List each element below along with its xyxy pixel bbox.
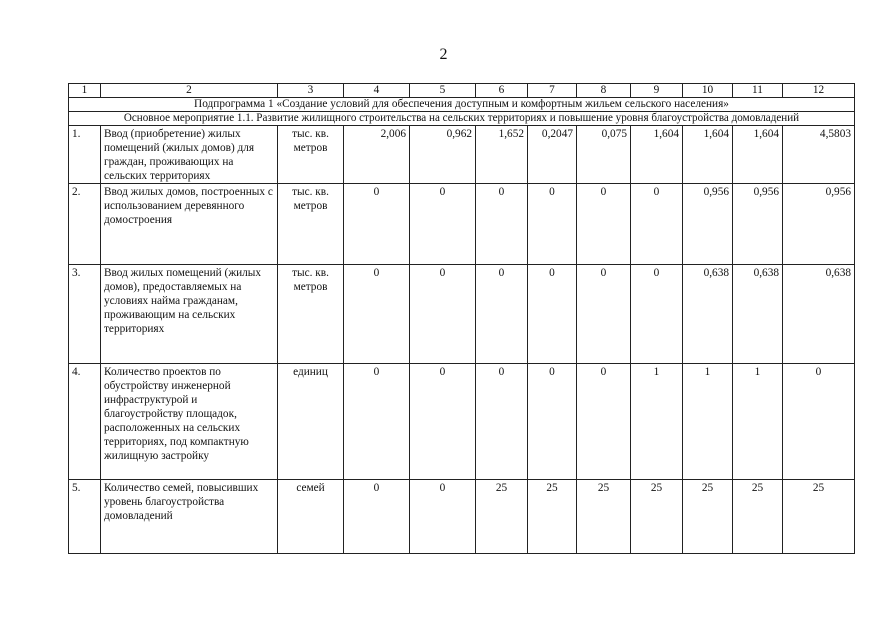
column-number-header: 3 [278, 84, 344, 98]
column-number-header: 1 [69, 84, 101, 98]
value-cell: 1 [733, 364, 783, 480]
table-row [69, 126, 855, 184]
value-cell: 0 [410, 184, 476, 265]
unit-cell: единиц [278, 364, 344, 480]
column-number-header: 2 [101, 84, 278, 98]
indicators-table [68, 83, 855, 554]
unit-cell: тыс. кв. метров [278, 265, 344, 364]
main-activity-title: Основное мероприятие 1.1. Развитие жилищного строительства на сельских территориях и повышение уровня благоустройства домовладений [69, 112, 855, 126]
value-cell: 0 [631, 184, 683, 265]
value-cell: 4,5803 [783, 126, 855, 184]
value-cell: 0 [528, 265, 577, 364]
value-cell: 1 [683, 364, 733, 480]
value-cell: 0 [344, 480, 410, 554]
row-number: 5. [69, 480, 101, 554]
value-cell: 0,956 [783, 184, 855, 265]
table-row [69, 184, 855, 265]
value-cell: 0 [476, 184, 528, 265]
value-cell: 25 [631, 480, 683, 554]
value-cell: 25 [476, 480, 528, 554]
value-cell: 0,638 [683, 265, 733, 364]
value-cell: 25 [528, 480, 577, 554]
value-cell: 25 [783, 480, 855, 554]
indicator-name: Ввод жилых помещений (жилых домов), предоставляемых на условиях найма гражданам, проживающим на сельских территориях [101, 265, 278, 364]
value-cell: 0 [783, 364, 855, 480]
page-number: 2 [439, 46, 448, 63]
column-number-row [69, 84, 855, 98]
unit-cell: семей [278, 480, 344, 554]
column-number-header: 4 [344, 84, 410, 98]
column-number-header: 12 [783, 84, 855, 98]
value-cell: 0 [577, 364, 631, 480]
value-cell: 0 [410, 480, 476, 554]
value-cell: 0,956 [733, 184, 783, 265]
column-number-header: 9 [631, 84, 683, 98]
row-number: 4. [69, 364, 101, 480]
indicator-name: Количество проектов по обустройству инженерной инфраструктурой и благоустройству площадок, расположенных на сельских территориях, под компактную жилищную застройку [101, 364, 278, 480]
value-cell: 0 [476, 265, 528, 364]
value-cell: 0,962 [410, 126, 476, 184]
value-cell: 0,638 [783, 265, 855, 364]
table-row [69, 364, 855, 480]
column-number-header: 5 [410, 84, 476, 98]
value-cell: 1,604 [631, 126, 683, 184]
indicator-name: Ввод (приобретение) жилых помещений (жилых домов) для граждан, проживающих на сельских территориях [101, 126, 278, 184]
value-cell: 2,006 [344, 126, 410, 184]
table-row [69, 480, 855, 554]
value-cell: 1,652 [476, 126, 528, 184]
subprogram-row [69, 98, 855, 112]
subprogram-title: Подпрограмма 1 «Создание условий для обеспечения доступным и комфортным жильем сельского населения» [69, 98, 855, 112]
table-row [69, 265, 855, 364]
value-cell: 0 [631, 265, 683, 364]
row-number: 2. [69, 184, 101, 265]
indicator-name: Ввод жилых домов, построенных с использованием деревянного домостроения [101, 184, 278, 265]
value-cell: 0 [577, 184, 631, 265]
value-cell: 0 [528, 364, 577, 480]
value-cell: 0 [344, 184, 410, 265]
value-cell: 0,2047 [528, 126, 577, 184]
unit-cell: тыс. кв. метров [278, 126, 344, 184]
value-cell: 1 [631, 364, 683, 480]
value-cell: 0 [344, 364, 410, 480]
unit-cell: тыс. кв. метров [278, 184, 344, 265]
value-cell: 0,075 [577, 126, 631, 184]
value-cell: 0 [528, 184, 577, 265]
value-cell: 0 [476, 364, 528, 480]
value-cell: 0 [410, 364, 476, 480]
value-cell: 0 [577, 265, 631, 364]
value-cell: 1,604 [683, 126, 733, 184]
indicator-name: Количество семей, повысивших уровень благоустройства домовладений [101, 480, 278, 554]
value-cell: 0 [410, 265, 476, 364]
value-cell: 25 [733, 480, 783, 554]
value-cell: 0,638 [733, 265, 783, 364]
value-cell: 1,604 [733, 126, 783, 184]
value-cell: 0 [344, 265, 410, 364]
row-number: 3. [69, 265, 101, 364]
main-activity-row [69, 112, 855, 126]
column-number-header: 11 [733, 84, 783, 98]
value-cell: 0,956 [683, 184, 733, 265]
column-number-header: 10 [683, 84, 733, 98]
column-number-header: 8 [577, 84, 631, 98]
value-cell: 25 [577, 480, 631, 554]
value-cell: 25 [683, 480, 733, 554]
column-number-header: 6 [476, 84, 528, 98]
column-number-header: 7 [528, 84, 577, 98]
row-number: 1. [69, 126, 101, 184]
